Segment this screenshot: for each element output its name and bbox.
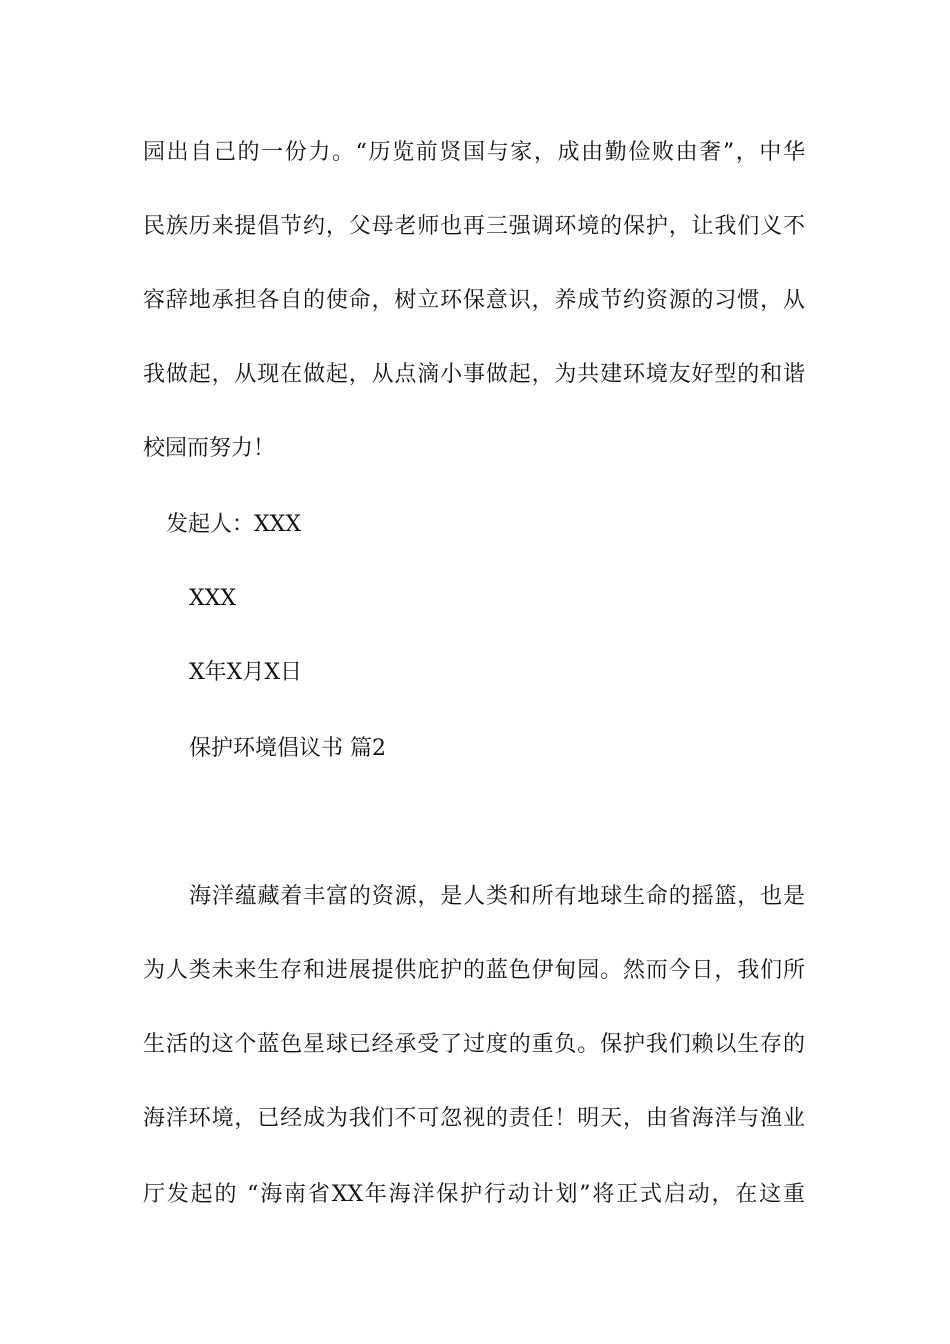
paragraph-2-line-1: 海洋蕴藏着丰富的资源，是人类和所有地球生命的摇篮，也是 — [189, 884, 805, 909]
paragraph-1-line-5: 校园而努力！ — [143, 436, 276, 461]
paragraph-1-line-4: 我做起，从现在做起，从点滴小事做起，为共建环境友好型的和谐 — [143, 362, 805, 387]
signature-date: X年X月X日 — [189, 660, 302, 685]
paragraph-2-line-5: 厅发起的 “海南省XX年海洋保护行动计划”将正式启动，在这重 — [143, 1182, 805, 1207]
paragraph-1-line-1: 园出自己的一份力。“历览前贤国与家，成由勤俭败由奢”，中华 — [143, 140, 805, 165]
paragraph-2-line-4: 海洋环境，已经成为我们不可忽视的责任！明天，由省海洋与渔业 — [143, 1106, 805, 1131]
paragraph-2-line-3: 生活的这个蓝色星球已经承受了过度的重负。保护我们赖以生存的 — [143, 1032, 805, 1057]
paragraph-2-line-2: 为人类未来生存和进展提供庇护的蓝色伊甸园。然而今日，我们所 — [143, 958, 805, 983]
paragraph-1-line-3: 容辞地承担各自的使命，树立环保意识，养成节约资源的习惯，从 — [143, 288, 805, 313]
initiator-name: XXX — [189, 586, 236, 611]
section-title: 保护环境倡议书 篇2 — [189, 736, 386, 761]
initiator-label: 发起人：XXX — [166, 512, 301, 537]
paragraph-1-line-2: 民族历来提倡节约，父母老师也再三强调环境的保护，让我们义不 — [143, 214, 805, 239]
